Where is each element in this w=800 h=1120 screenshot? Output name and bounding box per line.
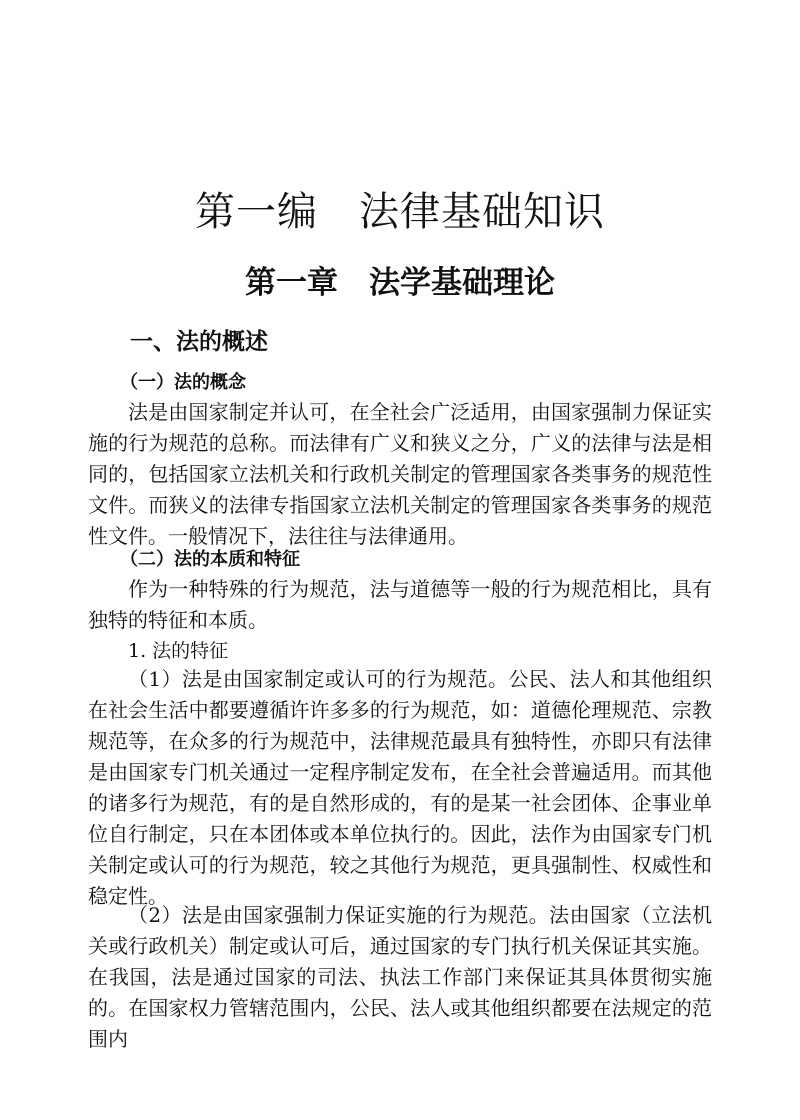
- paragraph-feature-1: （1）法是由国家制定或认可的行为规范。公民、法人和其他组织在社会生活中都要遵循许许多多的行为规范，如：道德伦理规范、宗教规范等，在众多的行为规范中，法律规范最具有独特性，亦即只有法律是由国家专门机关通过一定程序制定发布，在全社会普遍适用。而其他的诸多行为规范，有的是自然形成的，有的是某一社会团体、企事业单位自行制定，只在本团体或本单位执行的。因此，法作为由国家专门机关制定或认可的行为规范，较之其他行为规范，更具强制性、权威性和稳定性。: [88, 667, 712, 908]
- paragraph-concept: 法是由国家制定并认可，在全社会广泛适用，由国家强制力保证实施的行为规范的总称。而法律有广义和狭义之分，广义的法律与法是相同的，包括国家立法机关和行政机关制定的管理国家各类事务的规范性文件。而狭义的法律专指国家立法机关制定的管理国家各类事务的规范性文件。一般情况下，法往往与法律通用。: [88, 400, 712, 548]
- paragraph-nature-intro: 作为一种特殊的行为规范，法与道德等一般的行为规范相比，具有独特的特征和本质。: [88, 577, 712, 632]
- chapter-title: 第一章 法学基础理论: [245, 265, 555, 301]
- item-label-features: 1. 法的特征: [128, 640, 229, 662]
- paragraph-feature-2: （2）法是由国家强制力保证实施的行为规范。法由国家（立法机关或行政机关）制定或认可后，通过国家的专门执行机关保证其实施。在我国，法是通过国家的司法、执法工作部门来保证其具体贯彻实施的。在国家权力管辖范围内，公民、法人或其他组织都要在法规定的范围内: [88, 903, 712, 1051]
- part-title: 第一编 法律基础知识: [195, 189, 605, 235]
- subsection-heading-nature: （二）法的本质和特征: [120, 549, 300, 570]
- subsection-heading-concept: （一）法的概念: [120, 372, 246, 393]
- section-title: 一、法的概述: [130, 329, 268, 355]
